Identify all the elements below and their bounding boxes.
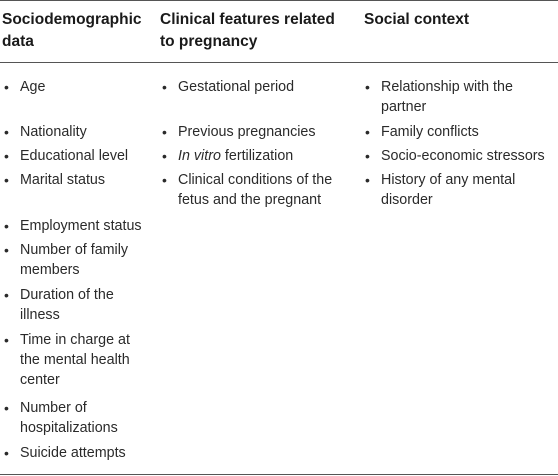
list-item: • Number of hospitalizations	[4, 400, 118, 436]
bullet-icon: •	[365, 79, 370, 95]
header-clinical-features: Clinical features related to pregnancy	[160, 11, 335, 50]
bullet-icon: •	[162, 172, 167, 188]
bullet-icon: •	[365, 148, 370, 164]
list-item: • Number of family members	[4, 242, 129, 278]
bullet-icon: •	[4, 79, 9, 95]
list-item: • Socio-economic stressors	[365, 148, 545, 164]
list-item: • Previous pregnancies	[162, 124, 316, 140]
list-item: • Marital status	[4, 172, 106, 188]
list-item: • Family conflicts	[365, 124, 479, 140]
bullet-icon: •	[4, 124, 9, 140]
bullet-icon: •	[162, 124, 167, 140]
table-bottom-rule	[0, 474, 558, 475]
header-social-context: Social context	[364, 11, 470, 28]
list-item: • In vitro fertilization	[162, 148, 294, 164]
bullet-icon: •	[4, 400, 9, 416]
bullet-icon: •	[4, 445, 9, 461]
bullet-icon: •	[162, 148, 167, 164]
header-sociodemographic: Sociodemographic data	[2, 11, 142, 50]
list-item: • History of any mental disorder	[365, 172, 516, 208]
bullet-icon: •	[365, 124, 370, 140]
list-item: • Relationship with the partner	[365, 79, 513, 115]
list-item: • Educational level	[4, 148, 129, 164]
list-item: • Time in charge at the mental health center	[4, 332, 130, 388]
bullet-icon: •	[4, 148, 9, 164]
list-item: • Employment status	[4, 218, 142, 234]
list-item: • Suicide attempts	[4, 445, 126, 461]
bullet-icon: •	[4, 172, 9, 188]
bullet-icon: •	[365, 172, 370, 188]
table-header-rule	[0, 62, 558, 63]
list-item: • Age	[4, 79, 46, 95]
bullet-icon: •	[162, 79, 167, 95]
list-item: • Duration of the illness	[4, 287, 114, 323]
bullet-icon: •	[4, 218, 9, 234]
bullet-icon: •	[4, 287, 9, 303]
list-item: • Clinical conditions of the fetus and the pregnant	[162, 172, 333, 208]
bullet-icon: •	[4, 242, 9, 258]
bullet-icon: •	[4, 332, 9, 348]
list-item: • Gestational period	[162, 79, 295, 95]
list-item: • Nationality	[4, 124, 87, 140]
table-top-rule	[0, 0, 558, 1]
